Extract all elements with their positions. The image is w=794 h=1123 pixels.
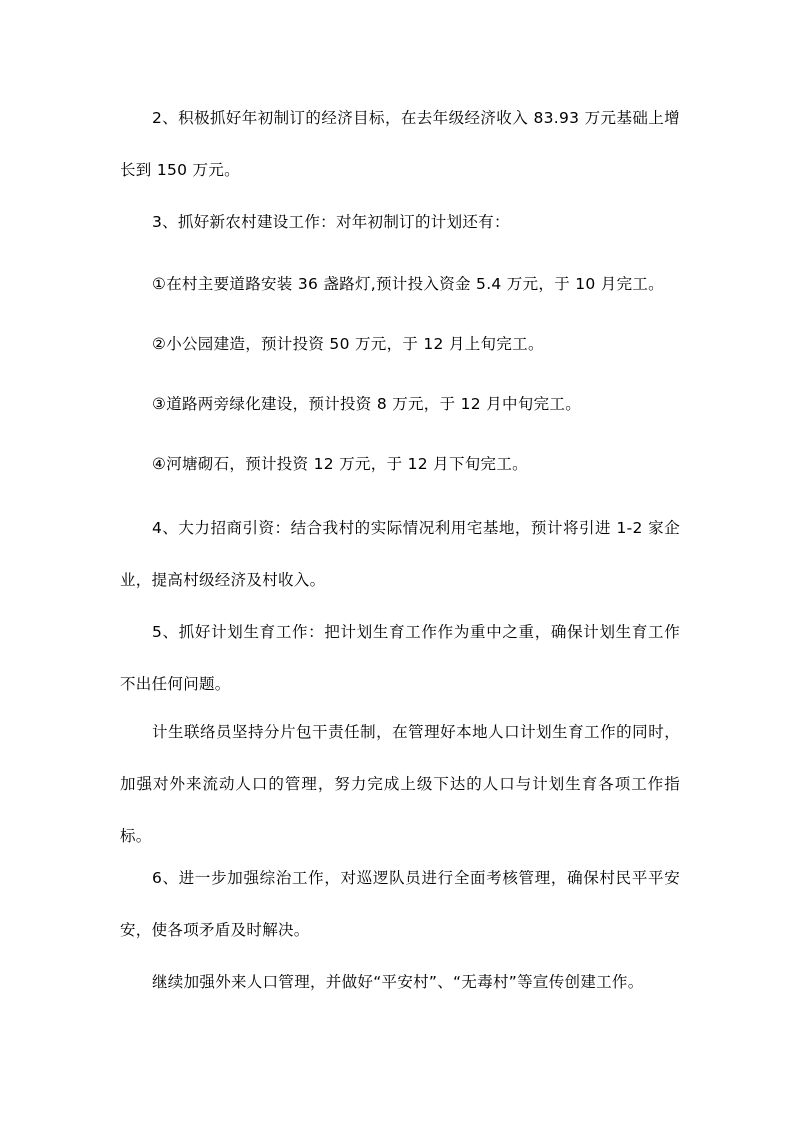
paragraph-public-security: 6、进一步加强综治工作，对巡逻队员进行全面考核管理，确保村民平平安安，使各项矛盾及时解决。 (120, 869, 680, 939)
paragraph-street-lights: ①在村主要道路安装 36 盏路灯,预计投入资金 5.4 万元，于 10 月完工。 (152, 275, 664, 293)
paragraph-road-greening: ③道路两旁绿化建设，预计投资 8 万元，于 12 月中旬完工。 (152, 395, 581, 413)
paragraph-investment-attraction: 4、大力招商引资：结合我村的实际情况利用宅基地，预计将引进 1-2 家企业，提高村级经济及村收入。 (120, 519, 680, 589)
paragraph-pond-stonework: ④河塘砌石，预计投资 12 万元，于 12 月下旬完工。 (152, 455, 528, 473)
paragraph-small-park: ②小公园建造，预计投资 50 万元，于 12 月上旬完工。 (152, 335, 544, 353)
paragraph-family-planning: 5、抓好计划生育工作：把计划生育工作作为重中之重，确保计划生育工作不出任何问题。 (120, 623, 680, 693)
paragraph-new-village-construction: 3、抓好新农村建设工作：对年初制订的计划还有： (152, 213, 510, 231)
paragraph-migrant-management: 继续加强外来人口管理，并做好“平安村”、“无毒村”等宣传创建工作。 (152, 973, 644, 991)
paragraph-economic-target: 2、积极抓好年初制订的经济目标，在去年级经济收入 83.93 万元基础上增长到 150 万元。 (120, 109, 680, 179)
paragraph-family-planning-liaison: 计生联络员坚持分片包干责任制，在管理好本地人口计划生育工作的同时，加强对外来流动人口的管理，努力完成上级下达的人口与计划生育各项工作指标。 (120, 723, 680, 845)
